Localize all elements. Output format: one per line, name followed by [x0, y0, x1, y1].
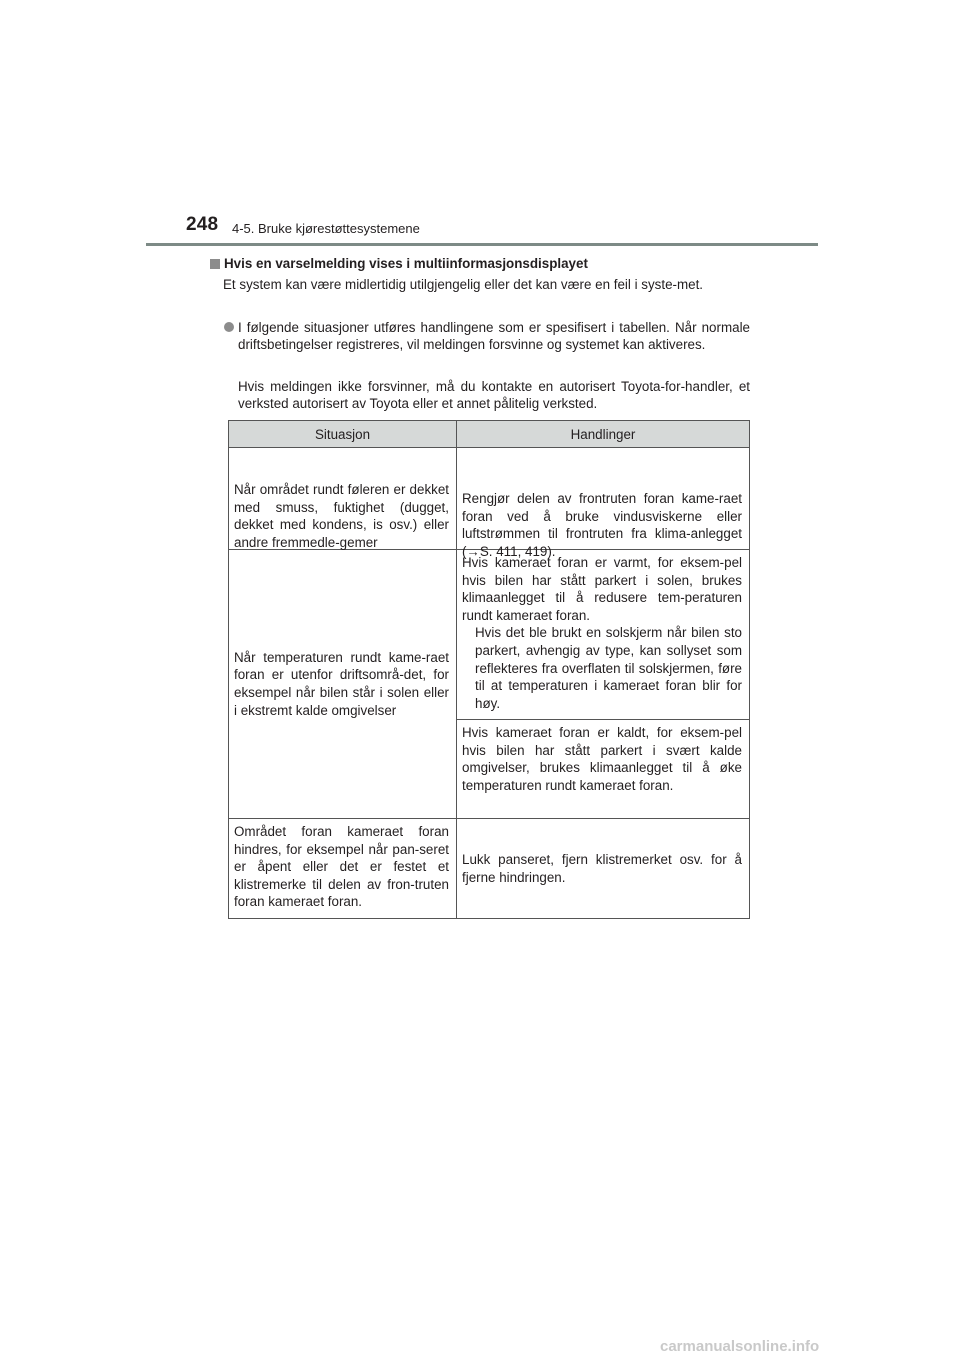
table-row: [229, 819, 749, 918]
page-number: 248: [186, 214, 219, 235]
column-header-actions: Handlinger: [570, 426, 636, 442]
situation-cell: [229, 448, 457, 549]
situation-text: Når området rundt føleren er dekket med smuss, fuktighet (dugget, dekket med kondens, is osv.) eller andre fremmedle-gemer: [234, 482, 449, 550]
table-row: [229, 550, 749, 819]
square-bullet-icon: [210, 259, 220, 269]
table-header-row: [229, 421, 749, 448]
intro-paragraph: Et system kan være midlertidig utilgjengelig eller det kan være en feil i syste-met.: [223, 277, 704, 292]
action-cell: [457, 448, 749, 559]
situation-text: Når temperaturen rundt kame-raet foran er utenfor driftsområ-det, for eksempel når bilen står i solen eller i ekstremt kalde omgivelser: [234, 649, 449, 718]
bullet-paragraph: I følgende situasjoner utføres handlingene som er spesifisert i tabellen. Når normale driftsbetingelser registreres, vil meldingen forsvinne og systemet kan aktiveres.: [238, 320, 750, 352]
watermark: carmanualsonline.info: [660, 1338, 820, 1355]
situation-cell: [229, 819, 457, 918]
action-note: Hvis det ble brukt en solskjerm når bilen sto parkert, avhengig av type, kan sollyset som reflekteres fra overflaten til solskjermen, føre til at temperaturen i kameraet foran blir for høy.: [475, 625, 742, 711]
actions-table: [228, 420, 750, 919]
action-cell: [457, 819, 749, 918]
followup-paragraph: Hvis meldingen ikke forsvinner, må du kontakte en autorisert Toyota-for-handler, et verksted autorisert av Toyota eller et annet pålitelig verksted.: [238, 379, 750, 411]
section-heading-text: Hvis en varselmelding vises i multiinformasjonsdisplayet: [224, 256, 588, 271]
action-text: Lukk panseret, fjern klistremerket osv. for å fjerne hindringen.: [462, 851, 742, 885]
action-text: Hvis kameraet foran er varmt, for eksem-pel hvis bilen har stått parkert i solen, brukes klimaanlegget til å redusere tem-peraturen rundt kameraet foran.: [462, 555, 742, 623]
circle-bullet-icon: [224, 322, 234, 332]
action-text: Rengjør delen av frontruten foran kame-raet foran ved å bruke vindusviskerne eller luftstrømmen til frontruten fra klima-anlegget (→S. 411, 419).: [462, 491, 742, 559]
action-subcell-warm: [457, 550, 749, 720]
header-divider: [146, 243, 818, 246]
column-header-situation: Situasjon: [229, 421, 457, 447]
section-heading: [210, 256, 588, 271]
situation-text: Området foran kameraet foran hindres, for eksempel når pan-seret er åpent eller det er festet et klistremerke til delen av fron-truten foran kameraet foran.: [234, 824, 449, 910]
action-subcell-cold: Hvis kameraet foran er kaldt, for eksem-pel hvis bilen har stått parkert i svært kalde omgivelser, brukes klimaanlegget til å øke temperaturen rundt kameraet foran.: [462, 725, 742, 793]
situation-cell: [229, 550, 457, 818]
table-row: [229, 448, 749, 559]
section-title: 4-5. Bruke kjørestøttesystemene: [232, 221, 420, 236]
action-cell: [457, 550, 749, 818]
